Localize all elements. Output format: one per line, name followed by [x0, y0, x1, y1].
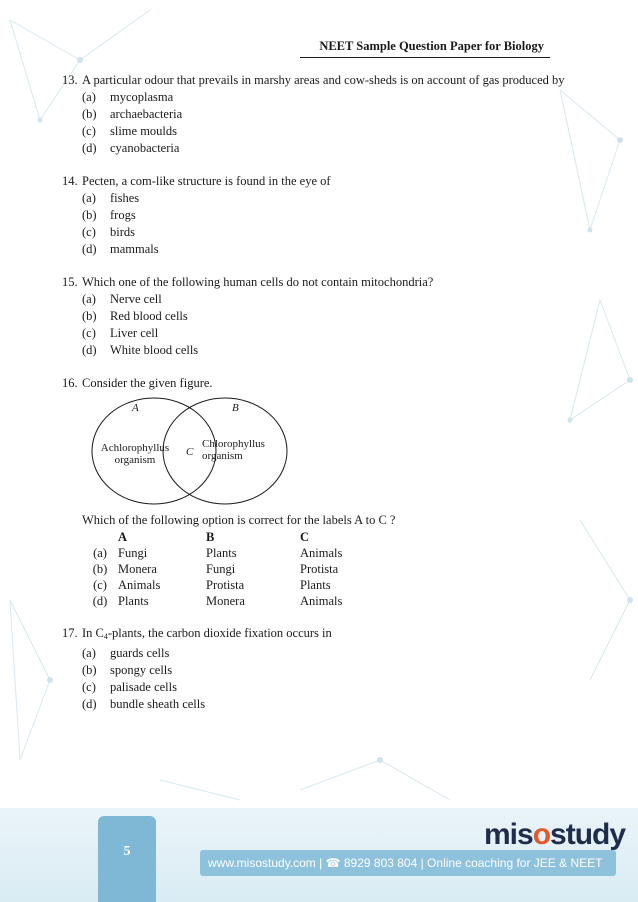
question-13: [62, 72, 582, 157]
venn-diagram: [62, 396, 582, 506]
venn-label-b: B: [232, 402, 239, 414]
option-d: (d) White blood cells: [82, 343, 199, 357]
question-17: [62, 625, 582, 713]
venn-label-c: C: [186, 446, 194, 458]
table-header-row: [82, 529, 380, 545]
option-d: (d) mammals: [82, 242, 159, 256]
table-row: (c) Animals Protista Plants: [93, 578, 331, 592]
option-d: (d) bundle sheath cells: [82, 697, 206, 711]
page-header: [300, 37, 550, 58]
venn-label-a: A: [132, 402, 139, 414]
header-title: NEET Sample Question Paper for Biology: [319, 39, 544, 53]
question-text: Consider the given figure.: [82, 376, 213, 390]
question-text: In $C_4$-plants, the carbon dioxide fixation occurs in: [82, 626, 332, 641]
column-header-c: C: [300, 530, 310, 544]
option-c: (c) slime moulds: [82, 124, 178, 138]
question-16: [62, 375, 582, 609]
option-a: (a) Nerve cell: [82, 292, 162, 306]
question-text: Pecten, a com-like structure is found in the eye of: [82, 174, 331, 188]
question-number: 16.: [62, 376, 78, 390]
question-number: 17.: [62, 626, 78, 640]
option-c: (c) birds: [82, 225, 135, 239]
question-number: 14.: [62, 174, 78, 188]
question-text: Which one of the following human cells do not contain mitochondria?: [82, 275, 434, 289]
table-row: (b) Monera Fungi Protista: [92, 562, 339, 576]
option-b: (b) archaebacteria: [82, 107, 183, 121]
venn-right-text: Chlorophyllus organism: [202, 438, 265, 462]
option-a: (a) guards cells: [82, 646, 170, 660]
question-number: 15.: [62, 275, 78, 289]
option-a: (a) mycoplasma: [82, 90, 174, 104]
option-b: (b) frogs: [82, 208, 136, 222]
option-a: (a) fishes: [82, 191, 140, 205]
option-b: (b) Red blood cells: [82, 309, 188, 323]
page-number-tab: [98, 816, 156, 902]
column-header-a: A: [118, 530, 128, 544]
option-b: (b) spongy cells: [82, 663, 173, 677]
misostudy-logo: misostudy: [484, 818, 626, 851]
option-c: (c) Liver cell: [82, 326, 159, 340]
question-14: [62, 173, 582, 258]
question-content: [62, 72, 582, 729]
option-d: (d) cyanobacteria: [82, 141, 180, 155]
question-16-subtext: Which of the following option is correct for the labels A to C ?: [82, 513, 396, 527]
match-table: [82, 529, 380, 609]
contact-text: www.misostudy.com | ☎ 8929 803 804 | Online coaching for JEE & NEET: [208, 856, 603, 870]
option-c: (c) palisade cells: [82, 680, 177, 694]
table-row: (a) Fungi Plants Animals: [93, 546, 343, 560]
venn-left-text: Achlorophyllus organism: [100, 442, 170, 466]
question-text: A particular odour that prevails in marshy areas and cow-sheds is on account of gas produced by: [82, 73, 565, 87]
table-row: (d) Plants Monera Animals: [92, 594, 343, 608]
question-number: 13.: [62, 73, 78, 87]
column-header-b: B: [206, 530, 215, 544]
question-15: [62, 274, 582, 359]
page-number: 5: [123, 844, 131, 859]
